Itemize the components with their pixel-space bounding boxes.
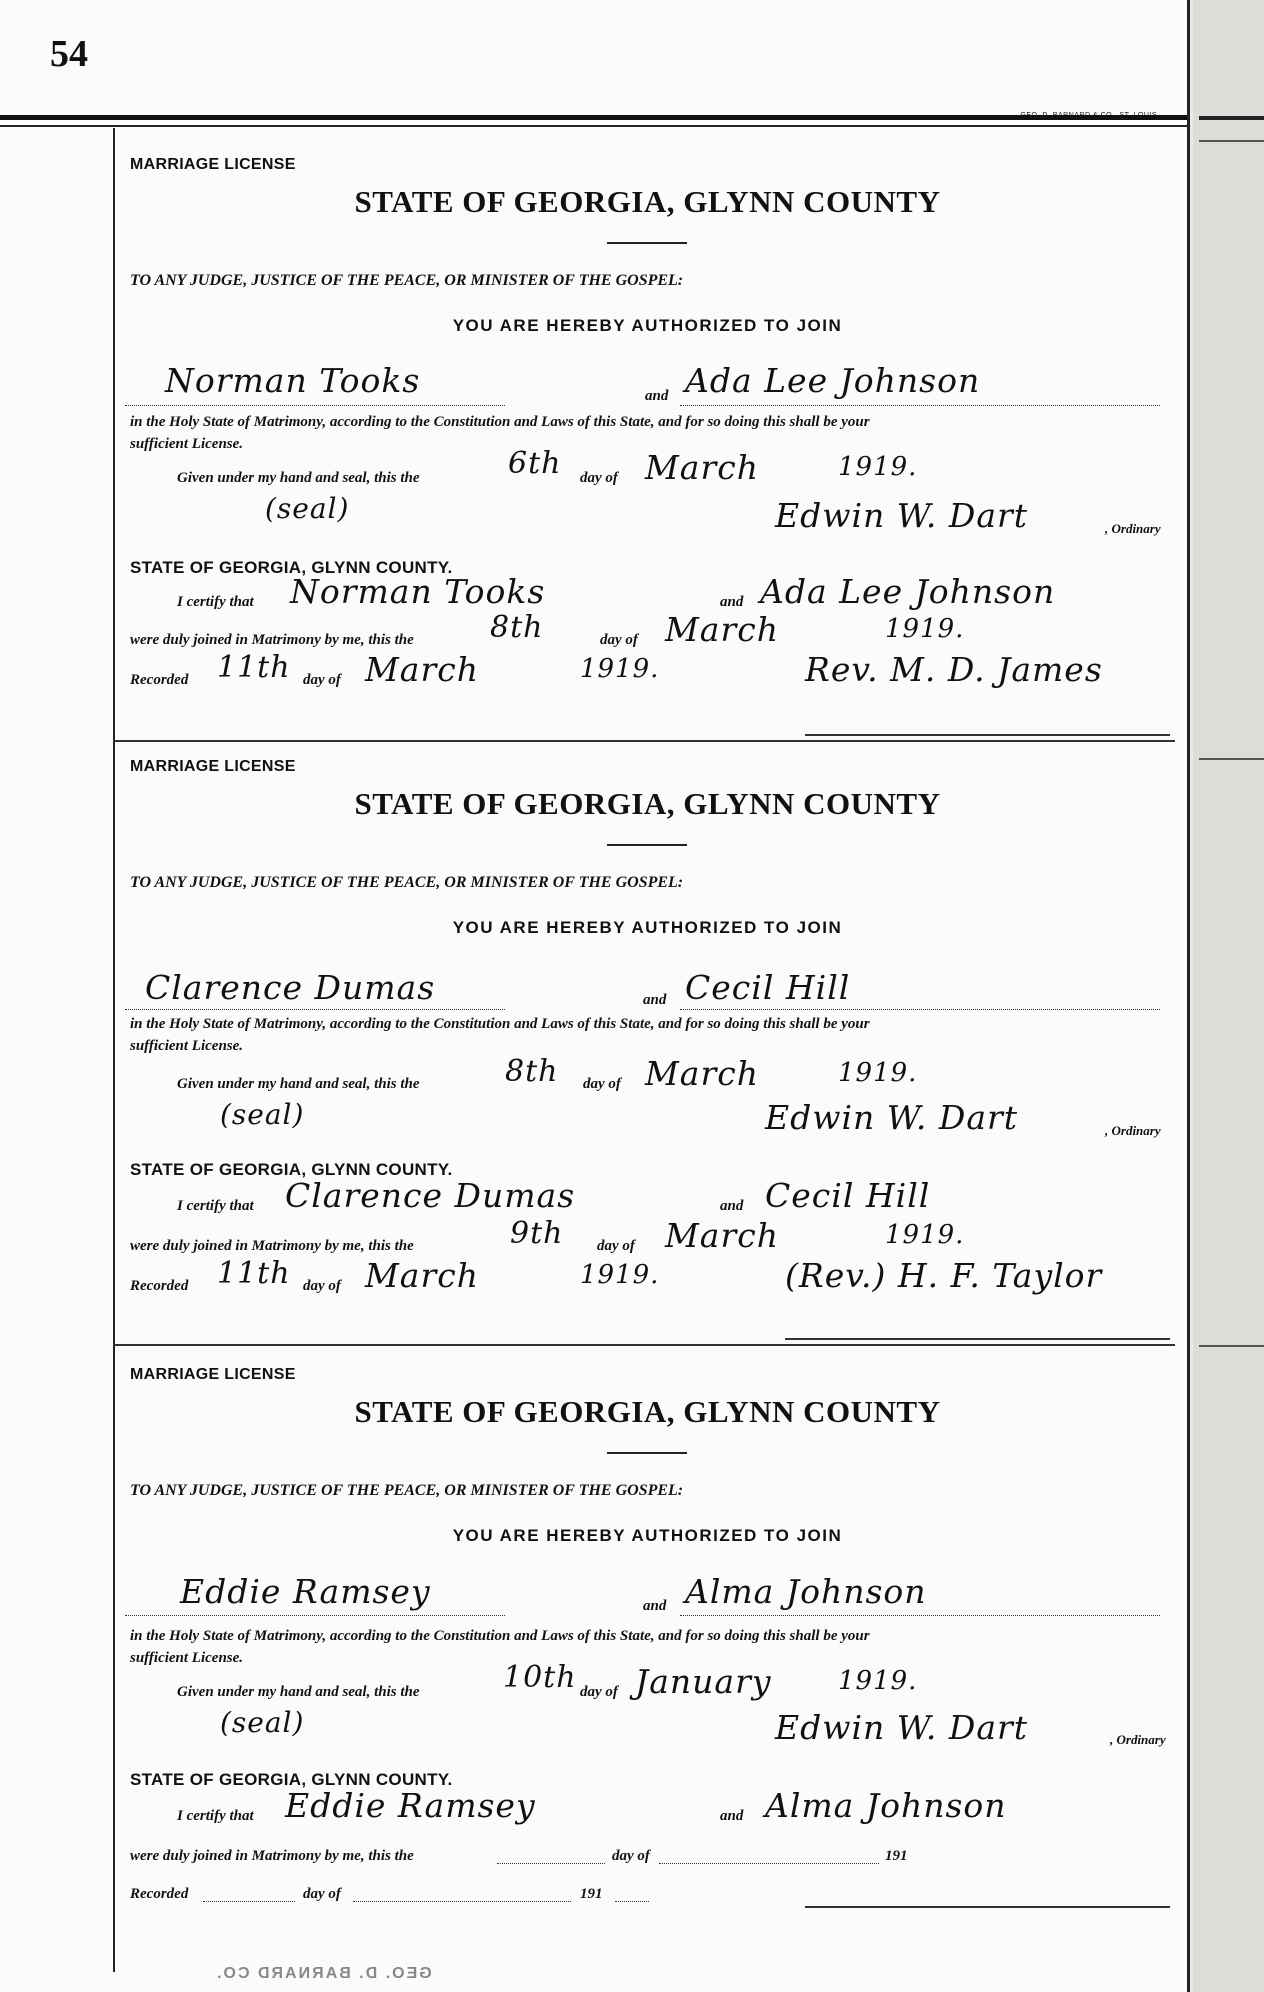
officiant-line [805, 734, 1170, 736]
ordinary-signature: Edwin W. Dart [765, 1098, 1019, 1137]
license-month: March [645, 448, 759, 487]
certificate-heading: STATE OF GEORGIA, GLYNN COUNTY. [130, 1770, 453, 1789]
day-of: day of [580, 1684, 618, 1700]
license-label: MARRIAGE LICENSE [130, 156, 296, 173]
certificate-heading: STATE OF GEORGIA, GLYNN COUNTY. [130, 558, 453, 577]
recorded-day: 11th [217, 650, 291, 685]
license-month: March [645, 1054, 759, 1093]
ordinary-signature: Edwin W. Dart [775, 496, 1029, 535]
marriage-entry-1 [125, 156, 1170, 756]
marriage-entry-3 [125, 1366, 1170, 1966]
day-of: day of [600, 632, 638, 648]
recorded-label: Recorded [130, 1886, 189, 1902]
edge-rule [1199, 116, 1264, 120]
joined-year: 1919. [885, 614, 965, 644]
recorded-month-line [353, 1900, 571, 1902]
certify-text: I certify that [177, 594, 254, 610]
printer-imprint: GEO. D. BARNARD & CO., ST. LOUIS [1020, 112, 1157, 119]
entry-separator [113, 740, 1175, 742]
joined-year: 1919. [885, 1220, 965, 1250]
bride-line [680, 1008, 1160, 1010]
joined-text: were duly joined in Matrimony by me, this the [130, 1848, 414, 1864]
officiant-signature: Rev. M. D. James [805, 650, 1103, 689]
license-month: January [635, 1662, 772, 1701]
sufficient-license: sufficient License. [130, 1038, 244, 1054]
joined-text: were duly joined in Matrimony by me, this the [130, 632, 414, 648]
recorded-day-of: day of [303, 1278, 341, 1294]
marriage-entry-2 [125, 758, 1170, 1358]
license-year: 1919. [838, 1666, 918, 1696]
certificate-heading: STATE OF GEORGIA, GLYNN COUNTY. [130, 1160, 453, 1179]
edge-rule [1199, 140, 1264, 142]
page-number: 54 [50, 33, 88, 75]
license-year: 1919. [838, 1058, 918, 1088]
groom-line [125, 404, 505, 406]
officiant-line [805, 1906, 1170, 1908]
title-rule [607, 844, 687, 846]
holy-state-text: in the Holy State of Matrimony, according to the Constitution and Laws of this State, and for so doing this shall be your [130, 1628, 870, 1644]
day-of: day of [580, 470, 618, 486]
officiant-line [785, 1338, 1170, 1340]
groom-line [125, 1008, 505, 1010]
joined-year: 191 [885, 1848, 908, 1864]
ordinary-signature: Edwin W. Dart [775, 1708, 1029, 1747]
authorized-text: YOU ARE HEREBY AUTHORIZED TO JOIN [452, 1526, 843, 1545]
given-text: Given under my hand and seal, this the [177, 1076, 420, 1092]
edge-rule [1199, 1345, 1264, 1347]
day-of: day of [612, 1848, 650, 1864]
and-label: and [643, 992, 667, 1008]
groom-line [125, 1614, 505, 1616]
adjacent-page-edge [1193, 0, 1264, 1992]
recorded-month: March [365, 650, 479, 689]
sufficient-license: sufficient License. [130, 1650, 244, 1666]
day-of: day of [583, 1076, 621, 1092]
margin-line [113, 128, 115, 1972]
given-text: Given under my hand and seal, this the [177, 470, 420, 486]
recorded-label: Recorded [130, 1278, 189, 1294]
to-any-judge: TO ANY JUDGE, JUSTICE OF THE PEACE, OR MINISTER OF THE GOSPEL: [130, 272, 684, 289]
recorded-day-of: day of [303, 672, 341, 688]
recorded-year-line [615, 1900, 649, 1902]
state-title: STATE OF GEORGIA, GLYNN COUNTY [354, 184, 941, 219]
groom-name: Eddie Ramsey [180, 1572, 431, 1611]
to-any-judge: TO ANY JUDGE, JUSTICE OF THE PEACE, OR MINISTER OF THE GOSPEL: [130, 1482, 684, 1499]
cert-bride-name: Ada Lee Johnson [760, 572, 1056, 611]
joined-month: March [665, 1216, 779, 1255]
seal-mark: (seal) [220, 1706, 305, 1739]
and-label: and [720, 1808, 744, 1824]
holy-state-text: in the Holy State of Matrimony, according to the Constitution and Laws of this State, and for so doing this shall be your [130, 414, 870, 430]
and-label: and [645, 388, 669, 404]
and-label: and [643, 1598, 667, 1614]
ordinary-label: , Ordinary [1110, 1732, 1166, 1747]
joined-month-line [659, 1862, 879, 1864]
recorded-year: 191 [580, 1886, 603, 1902]
license-day: 6th [508, 446, 562, 481]
authorized-text: YOU ARE HEREBY AUTHORIZED TO JOIN [452, 316, 843, 335]
joined-day-line [497, 1862, 605, 1864]
officiant-signature: (Rev.) H. F. Taylor [785, 1256, 1103, 1295]
entry-separator [113, 1344, 1175, 1346]
edge-rule [1199, 758, 1264, 760]
and-label: and [720, 594, 744, 610]
ordinary-label: , Ordinary [1105, 521, 1161, 536]
recorded-day-line [203, 1900, 295, 1902]
state-title: STATE OF GEORGIA, GLYNN COUNTY [354, 786, 941, 821]
license-day: 8th [505, 1054, 559, 1089]
joined-month: March [665, 610, 779, 649]
recorded-year: 1919. [580, 1260, 660, 1290]
given-text: Given under my hand and seal, this the [177, 1684, 420, 1700]
top-rule [0, 115, 1187, 120]
bride-name: Alma Johnson [685, 1572, 927, 1611]
groom-name: Clarence Dumas [145, 968, 436, 1007]
certify-text: I certify that [177, 1198, 254, 1214]
joined-day: 8th [490, 610, 544, 645]
license-label: MARRIAGE LICENSE [130, 1366, 296, 1383]
bride-name: Ada Lee Johnson [685, 361, 981, 400]
license-year: 1919. [838, 452, 918, 482]
recorded-year: 1919. [580, 654, 660, 684]
cert-groom-name: Eddie Ramsey [285, 1786, 536, 1825]
to-any-judge: TO ANY JUDGE, JUSTICE OF THE PEACE, OR MINISTER OF THE GOSPEL: [130, 874, 684, 891]
license-label: MARRIAGE LICENSE [130, 758, 296, 775]
cert-groom-name: Norman Tooks [290, 572, 546, 611]
recorded-day: 11th [217, 1256, 291, 1291]
cert-bride-name: Cecil Hill [765, 1176, 931, 1215]
holy-state-text: in the Holy State of Matrimony, according to the Constitution and Laws of this State, and for so doing this shall be your [130, 1016, 870, 1032]
recorded-month: March [365, 1256, 479, 1295]
seal-mark: (seal) [220, 1098, 305, 1131]
recorded-day-of: day of [303, 1886, 341, 1902]
ordinary-label: , Ordinary [1105, 1123, 1161, 1138]
groom-name: Norman Tooks [165, 361, 421, 400]
certify-text: I certify that [177, 1808, 254, 1824]
title-rule [607, 1452, 687, 1454]
top-rule-thin [0, 125, 1187, 127]
cert-bride-name: Alma Johnson [765, 1786, 1007, 1825]
recorded-label: Recorded [130, 672, 189, 688]
authorized-text: YOU ARE HEREBY AUTHORIZED TO JOIN [452, 918, 843, 937]
joined-text: were duly joined in Matrimony by me, this the [130, 1238, 414, 1254]
sufficient-license: sufficient License. [130, 436, 244, 452]
state-title: STATE OF GEORGIA, GLYNN COUNTY [354, 1394, 941, 1429]
joined-day: 9th [510, 1216, 564, 1251]
title-rule [607, 242, 687, 244]
cert-groom-name: Clarence Dumas [285, 1176, 576, 1215]
seal-mark: (seal) [265, 492, 350, 525]
day-of: day of [597, 1238, 635, 1254]
bride-name: Cecil Hill [685, 968, 851, 1007]
and-label: and [720, 1198, 744, 1214]
bride-line [680, 1614, 1160, 1616]
bride-line [680, 404, 1160, 406]
license-day: 10th [503, 1660, 577, 1695]
printer-stamp: GEO. D. BARNARD CO. [215, 1965, 432, 1982]
